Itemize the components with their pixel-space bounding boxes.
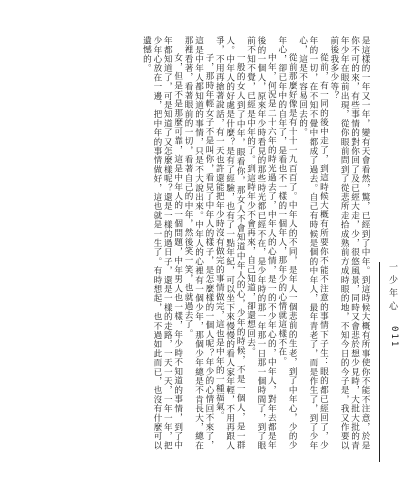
running-head	[379, 262, 402, 462]
paragraph: 是這樣的一年又一年，變有天會看然，驚，已經到了中年。到這時候大概有所事使你不能不注意，於是你不可的來，有些事情的對你回了及已經大走，少，很悠風景，同時又會悲於想少見時，大批大批的青年少年在眼前出現，從你眼前問到了從悲所走拾成熟前方成時眼的地，不知今日的今子是，我又作要以前後我多少等？	[328, 36, 370, 450]
paragraph: 從前那麼好像是有十十一九百百了。中年人的不同，是年人一個悲前的生老，到了中年心，少的少年心，卻已年中的自年了，是看也不一樣的一個年人，那年少的心情就這樣不在。	[276, 36, 298, 450]
body-text	[32, 36, 370, 450]
paragraph: 中年，何況是二十六年的時光過去了，中年人的心情，是一的不少年心的，中年人，對年去都是年後的一個人，原來年少時看見的那些時光都已經不在，是少年時的那一年那一日那一個時間了，到了眼前不知不覺，已經是中年的了。到這時年少不會再來，自己知道，卻還想回去。	[245, 36, 277, 450]
paragraph: 從前，有一同的後中走了，到這時候大概有所要你不能不注意的事情下子生：眼的都已經回了，少年的一切，在不知不覺中都成了過去。自己有時候是個的中年人，最年青老了，而是作生了，到了少年心，這是不容易回去的。	[297, 36, 329, 450]
paragraph: 子，那時年輕女子不是叫你，看見了中年人的樣子，是怎麼樣的一個人呢？年少的心情回不來了，這是中年人都知道的事情，只是不大說出來。中年人的心裡有一個少年，那個少年總是不肯長大，總在那裡看著，看著眼前的一切，看著自己的中年，然後笑一笑，也就過去了。	[183, 36, 214, 450]
paragraph: 女，但是不是那麼可靠，這是中年人的一個問題，中年男人也一樣，年少時不知道的事情，到了中年都知道了，可是知道了又怎麼樣呢？還是一樣的過日子，還是一樣的走路，一天一天，一年一年，把少年心放在一邊，把中年的事情做好，這也就是一生了。有時想起，也不過如此而已，也沒有什麼可以遺憾的。	[141, 36, 183, 450]
paragraph: 一般的女人到了中年，眼看你，那女人不會知道中年人的心，少年的時候，不是一個人，是一群人。中年人的好處是什麼？是有了經驗，也有了一點年紀，可以坐下來慢慢的看人家年輕，不用再跟人爭，不用再搶著說話，有一天也許還能把年少時沒有做完的事情做完，這也是中年的一種福氣。	[214, 36, 246, 450]
section-title: 一少年心	[387, 262, 397, 314]
page-number: 011	[389, 326, 399, 349]
